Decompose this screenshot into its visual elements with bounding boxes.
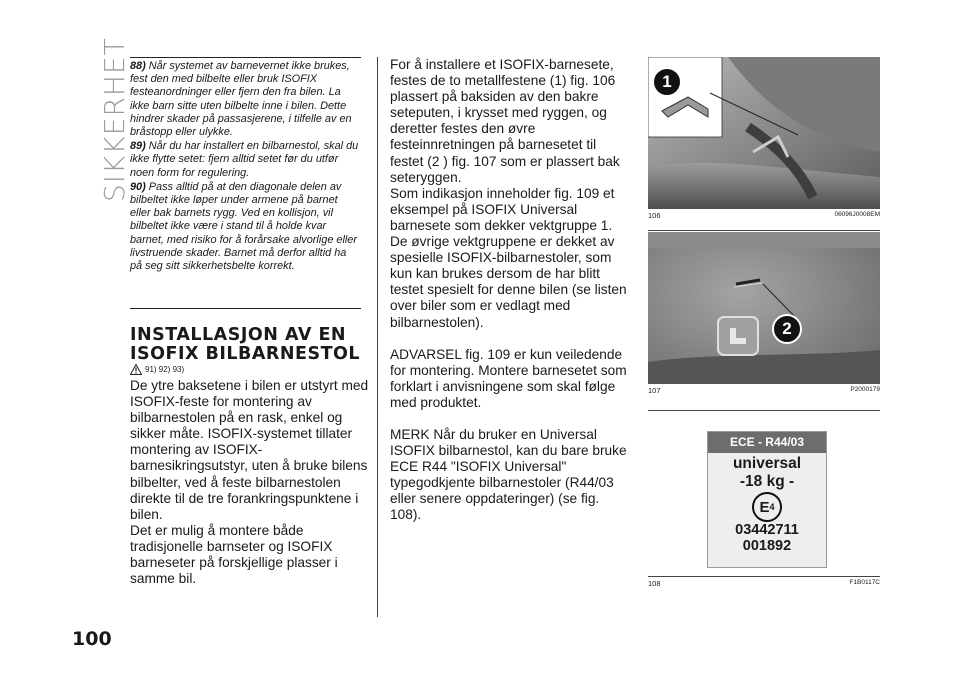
section-heading: INSTALLASJON AV EN ISOFIX BILBARNESTOL: [130, 325, 361, 364]
page-number: 100: [72, 628, 112, 650]
warning-references: 91) 92) 93): [130, 364, 184, 375]
merk-paragraph: MERK Når du bruker en Universal ISOFIX bilbarnestol, kan du bare bruke ECE R44 "ISOFIX Universal" typegodkjente bilbarnestoler (R44/03 eller senere oppdateringer) (se fig. 108).: [390, 426, 627, 523]
figure-107-image: [648, 232, 880, 384]
warnings-box: [130, 57, 361, 309]
paragraph: Som indikasjon inneholder fig. 109 et eksempel på ISOFIX Universal barnesete som dekker vektgruppe 1.: [390, 185, 615, 233]
warning-triangle-icon: [130, 364, 142, 375]
warning-88: 88) Når systemet av barnevernet ikke brukes, fest den med bilbelte eller bruk ISOFIX festeanordninger eller fjern den fra bilen. La ikke barn sitte uten bilbelte inne i bilen. Dette hindrer skader på passasjerene, i tilfelle av en bråstopp eller ulykke.: [130, 60, 352, 139]
ece-approval-label: ECE - R44/03 universal -18 kg - E 4 03442711 001892: [707, 431, 827, 568]
warning-89: 89) Når du har installert en bilbarnestol, skal du ikke flytte setet: fjern alltid setet før du utfør noen form for regulering.: [130, 140, 359, 179]
figure-106: [648, 57, 880, 220]
paragraph: De ytre baksetene i bilen er utstyrt med ISOFIX-feste for montering av bilbarnestolen på en rask, enkel og sikker måte. ISOFIX-systemet tillater montering av ISOFIX-barnesikringsutstyr, uten å bruke bilens bilbelter, ved å feste bilbarnestolen direkte til de tre forankringspunktene i bilen.: [130, 378, 369, 522]
figure-108: [648, 421, 880, 588]
callout-1-badge: 1: [652, 67, 682, 97]
figure-caption: 108 F1B0117C: [648, 579, 880, 588]
paragraph: Det er mulig å montere både tradisjonelle barnseter og ISOFIX barneseter på forskjellige plasser i samme bil.: [130, 522, 338, 587]
figure-108-image: [648, 421, 880, 576]
paragraph: For å installere et ISOFIX-barnesete, festes de to metallfestene (1) fig. 106 plassert på baksiden av den bakre seteputen, i krysset med ryggen, og deretter festes den øvre festeinnretningen på barnesetet til festet (2 ) fig. 107 som er plassert bak seteryggen.: [390, 57, 620, 185]
chapter-side-title: SIKKERHET: [98, 37, 131, 202]
figure-caption: 107 P2000179: [648, 386, 880, 395]
body-column-2: [390, 57, 630, 524]
column-divider: [377, 57, 378, 617]
advarsel-paragraph: ADVARSEL fig. 109 er kun veiledende for montering. Montere barnesetet som forklart i anvisningene som skal følge med produktet.: [390, 346, 627, 410]
figure-107: [648, 232, 880, 395]
isofix-anchor-photo: [648, 57, 880, 209]
callout-2-badge: 2: [772, 314, 802, 344]
figure-separator: [648, 410, 880, 411]
e-mark-icon: E 4: [752, 492, 782, 522]
figure-caption: 106 06096J0008EM: [648, 211, 880, 220]
top-tether-anchor-photo: [648, 232, 880, 384]
figure-106-image: [648, 57, 880, 209]
paragraph: De øvrige vektgruppene er dekket av spesielle ISOFIX-bilbarnestoler, som kun kan brukes dersom de har blitt testet spesielt for denne bilen (se listen over biler som er vedlagt med bilbarnestolen).: [390, 234, 627, 330]
figure-separator: [648, 576, 880, 577]
body-column-1: [130, 378, 370, 587]
warning-90: 90) Pass alltid på at den diagonale delen av bilbeltet ikke løper under armene på barnet eller bak barnets rygg. Ved en kollisjon, vil bilbeltet ikke være i stand til å holde kvar barnet, med risiko for å forårsake alvorlige eller livstruende skader. Barnet må derfor alltid ha på seg sitt sikkerhetsbelte korrekt.: [130, 180, 357, 273]
figure-separator: [648, 230, 880, 231]
